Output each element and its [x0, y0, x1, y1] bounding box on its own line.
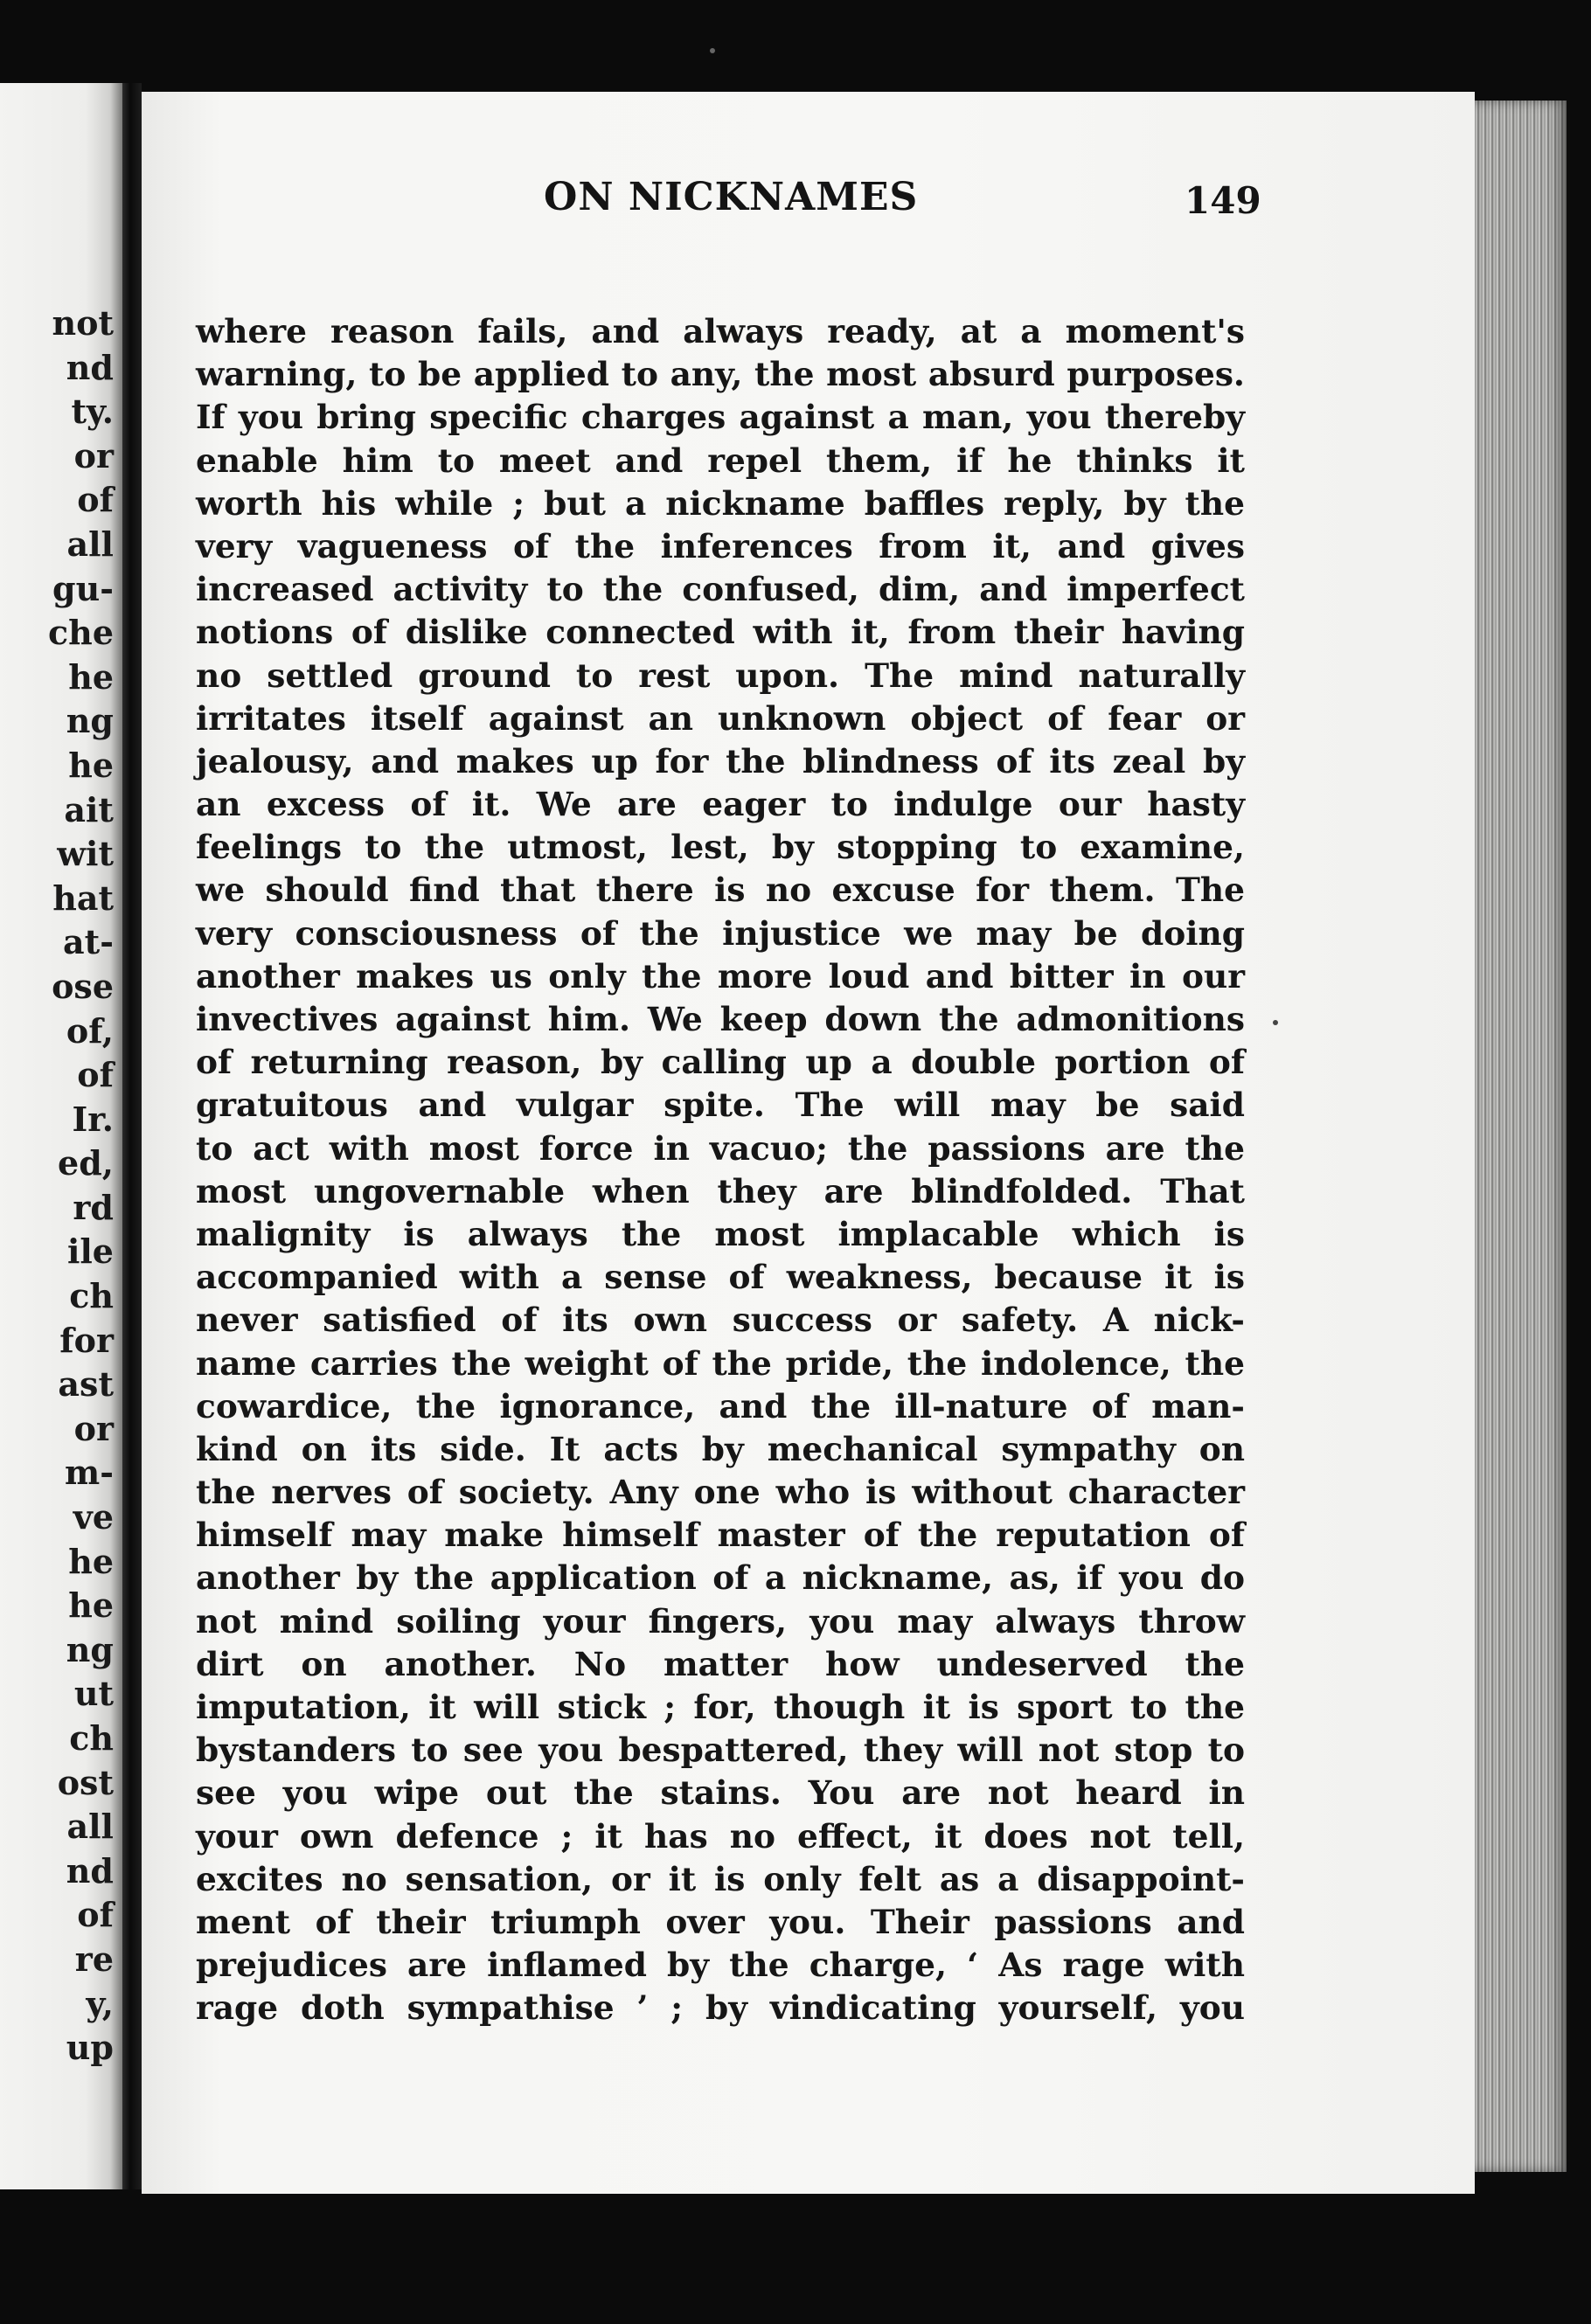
text-line: we should find that there is no excuse for them. The — [196, 871, 1245, 910]
facing-page-line: ty. — [71, 392, 114, 432]
text-line: warning, to be applied to any, the most absurd purposes. — [196, 355, 1245, 394]
facing-page-line: nd — [66, 1850, 114, 1890]
facing-page-line: ng — [66, 701, 114, 741]
facing-page-line: ed, — [58, 1143, 114, 1183]
facing-page-line: ast — [58, 1364, 114, 1405]
facing-page-line: gu- — [52, 568, 114, 608]
text-line: enable him to meet and repel them, if he thinks it — [196, 441, 1245, 480]
book-page — [142, 92, 1475, 2194]
facing-page-line: ost — [57, 1762, 114, 1802]
facing-page-line: he — [68, 745, 114, 785]
text-line: gratuitous and vulgar spite. The will may be said — [196, 1086, 1245, 1125]
facing-page-line: up — [66, 2028, 114, 2068]
facing-page-line: of — [77, 480, 114, 520]
text-line: bystanders to see you bespattered, they will not stop to — [196, 1731, 1245, 1770]
facing-page-line: ile — [66, 1231, 114, 1272]
text-line: kind on its side. It acts by mechanical sympathy on — [196, 1429, 1245, 1468]
page-number: 149 — [1185, 179, 1261, 222]
text-line: of returning reason, by calling up a double portion of — [196, 1043, 1245, 1082]
facing-page-line: ose — [52, 966, 114, 1006]
facing-page-line: he — [68, 1585, 114, 1626]
text-line: the nerves of society. Any one who is without character — [196, 1473, 1245, 1512]
text-line: jealousy, and makes up for the blindness of its zeal by — [196, 741, 1245, 780]
page-edges — [1475, 101, 1567, 2172]
text-line: where reason fails, and always ready, at a moment's — [196, 312, 1245, 350]
text-line: prejudices are inflamed by the charge, ‘ As rage with — [196, 1946, 1245, 1985]
facing-page-line: of — [77, 1895, 114, 1935]
stray-mark — [710, 48, 715, 53]
text-line: imputation, it will stick ; for, though it is sport to the — [196, 1688, 1245, 1726]
facing-page-line: ve — [73, 1497, 114, 1537]
facing-page-line: rd — [73, 1187, 114, 1227]
text-line: feelings to the utmost, lest, by stopping to examine, — [196, 828, 1245, 867]
text-line: excites no sensation, or it is only felt as a disappoint- — [196, 1859, 1245, 1898]
facing-page-line: for — [59, 1320, 114, 1360]
text-line: very vagueness of the inferences from it, and gives — [196, 526, 1245, 565]
facing-page-line: wit — [57, 834, 114, 874]
text-line: never satisfied of its own success or safety. A nick- — [196, 1301, 1245, 1340]
facing-page-line: of — [77, 1055, 114, 1095]
text-line: ment of their triumph over you. Their passions and — [196, 1902, 1245, 1941]
text-line: an excess of it. We are eager to indulge our hasty — [196, 785, 1245, 824]
facing-page-line: nd — [66, 347, 114, 387]
stray-mark — [1273, 1020, 1278, 1025]
facing-page-line: ch — [69, 1276, 114, 1316]
text-line: cowardice, the ignorance, and the ill-nature of man- — [196, 1386, 1245, 1426]
text-line: another by the application of a nickname, as, if you do — [196, 1558, 1245, 1598]
text-line: to act with most force in vacuo; the passions are the — [196, 1128, 1245, 1168]
text-line: malignity is always the most implacable which is — [196, 1214, 1245, 1253]
facing-page-line: or — [73, 435, 114, 475]
text-line: see you wipe out the stains. You are not heard in — [196, 1773, 1245, 1813]
text-line: irritates itself against an unknown object of fear or — [196, 698, 1245, 738]
facing-page-line: Ir. — [72, 1099, 114, 1139]
text-line: dirt on another. No matter how undeserved the — [196, 1644, 1245, 1683]
facing-page-line: at- — [63, 922, 114, 962]
text-line: invectives against him. We keep down the admonitions — [196, 1000, 1245, 1038]
text-line: accompanied with a sense of weakness, because it is — [196, 1258, 1245, 1297]
facing-page-line: all — [66, 1807, 114, 1847]
text-line: name carries the weight of the pride, the indolence, the — [196, 1343, 1245, 1383]
facing-page-line: ch — [69, 1718, 114, 1758]
facing-page-line: of, — [66, 1010, 114, 1051]
text-line: not mind soiling your fingers, you may always throw — [196, 1601, 1245, 1641]
book-gutter — [122, 83, 142, 2189]
facing-page-line: all — [66, 524, 114, 564]
text-line: rage doth sympathise ’ ; by vindicating yourself, you — [196, 1988, 1245, 2028]
facing-page-line: re — [74, 1939, 114, 1979]
text-line: your own defence ; it has no effect, it does not tell, — [196, 1816, 1245, 1856]
text-line: notions of dislike connected with it, from their having — [196, 613, 1245, 652]
facing-page-line: ng — [66, 1629, 114, 1669]
page-body-text — [196, 310, 1245, 2030]
text-line: most ungovernable when they are blindfolded. That — [196, 1171, 1245, 1211]
facing-page-line: he — [68, 656, 114, 697]
facing-page-text — [48, 302, 114, 2071]
text-line: very consciousness of the injustice we may be doing — [196, 913, 1245, 953]
text-line: another makes us only the more loud and bitter in our — [196, 956, 1245, 996]
facing-page-line: hat — [52, 878, 114, 918]
facing-page-line: y, — [86, 1983, 114, 2023]
text-line: no settled ground to rest upon. The mind naturally — [196, 656, 1245, 695]
text-line: worth his while ; but a nickname baffles reply, by the — [196, 483, 1245, 523]
facing-page-line: ait — [64, 789, 114, 829]
facing-page-left — [0, 83, 122, 2189]
facing-page-line: or — [73, 1408, 114, 1448]
facing-page-line: che — [48, 613, 114, 653]
text-line: himself may make himself master of the reputation of — [196, 1516, 1245, 1555]
running-title: ON NICKNAMES — [544, 175, 919, 219]
facing-page-line: he — [68, 1541, 114, 1581]
facing-page-line: m- — [65, 1453, 114, 1493]
text-line: If you bring specific charges against a man, you thereby — [196, 398, 1245, 437]
facing-page-line: ut — [73, 1674, 114, 1714]
text-line: increased activity to the confused, dim, and imperfect — [196, 570, 1245, 609]
facing-page-line: not — [52, 303, 114, 343]
